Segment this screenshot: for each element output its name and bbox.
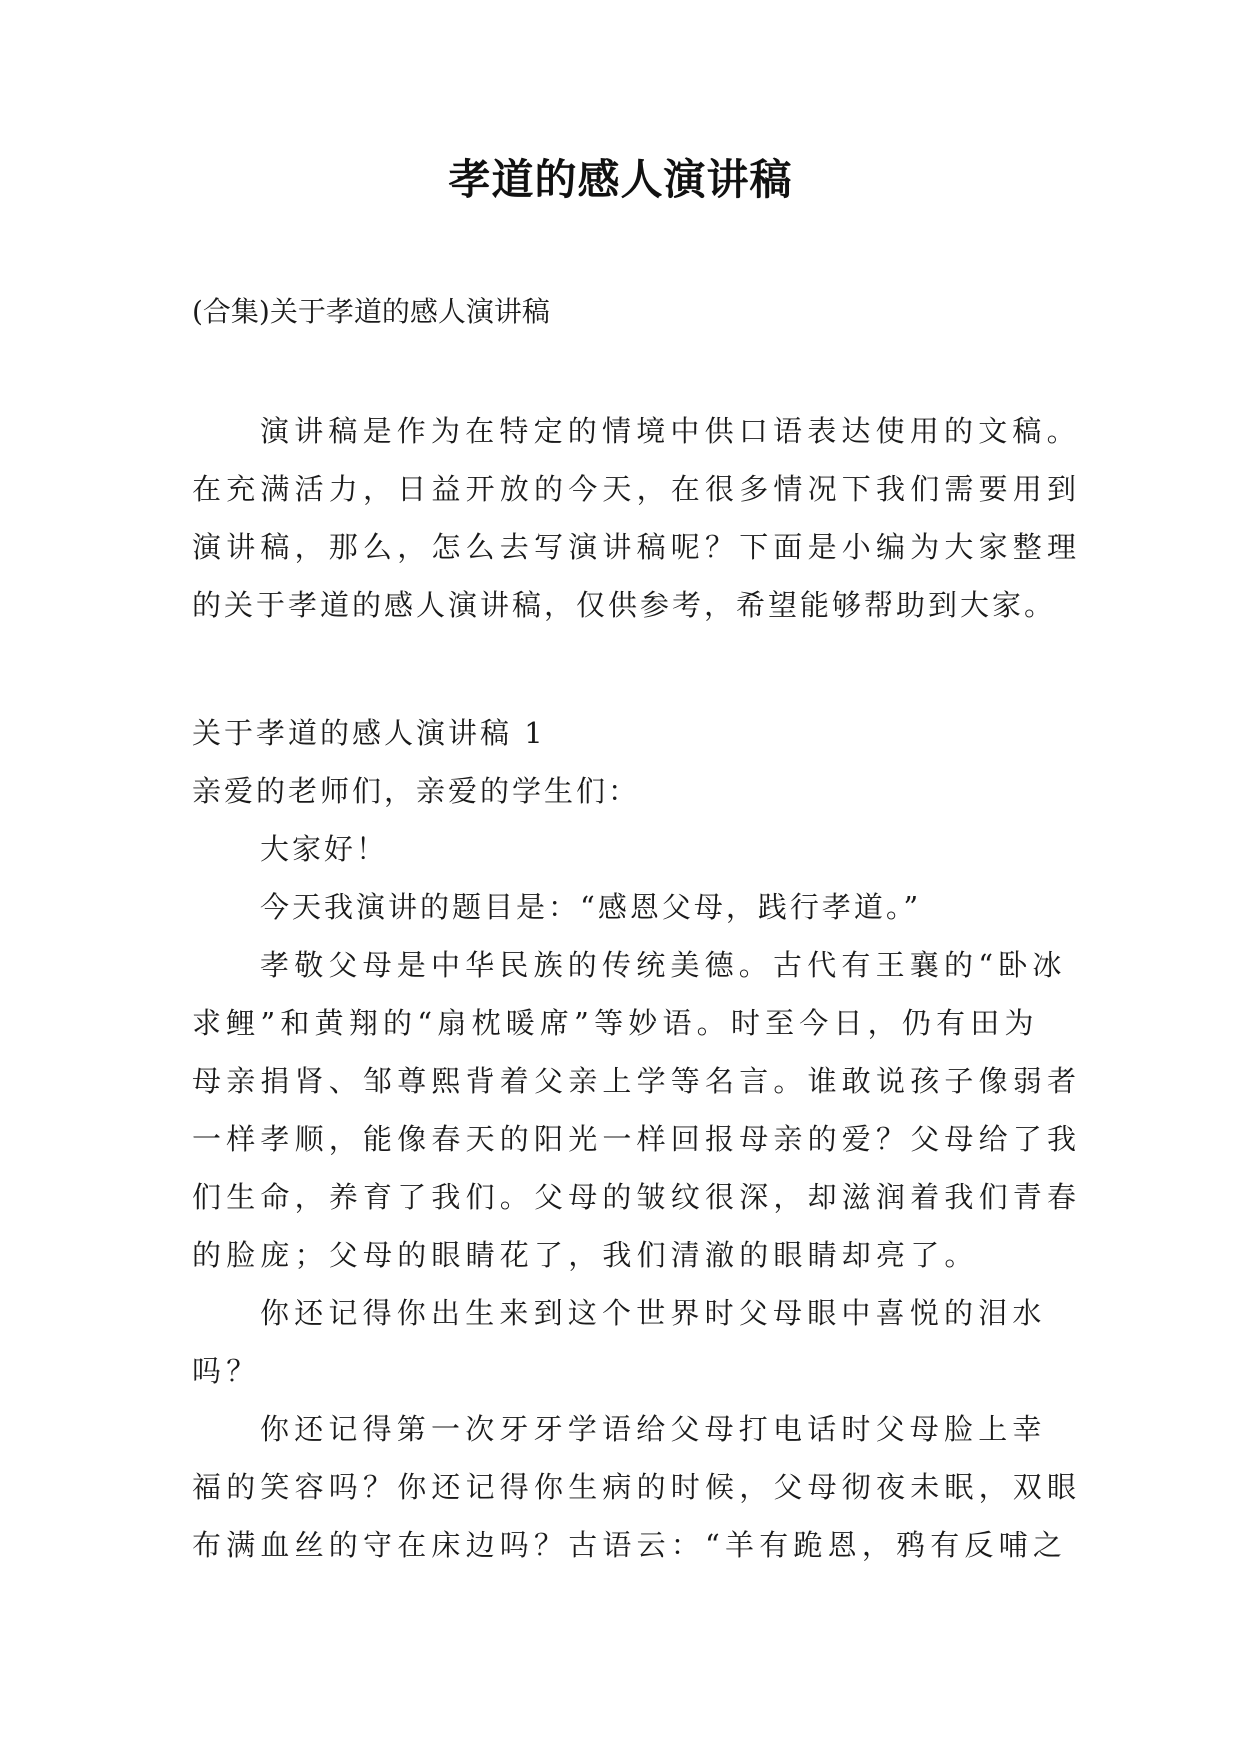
paragraph-line: 吗？: [192, 1354, 261, 1388]
intro-paragraph: [192, 402, 1082, 634]
paragraph-line: 你还记得第一次牙牙学语给父母打电话时父母脸上幸: [260, 1412, 1047, 1446]
paragraph-line: 你还记得你出生来到这个世界时父母眼中喜悦的泪水: [260, 1296, 1047, 1330]
paragraph-1: [192, 936, 1082, 1284]
greeting: 大家好！: [260, 832, 389, 866]
section-heading: 关于孝道的感人演讲稿 1: [192, 716, 546, 750]
paragraph-line: 们生命，养育了我们。父母的皱纹很深，却滋润着我们青春: [192, 1180, 1082, 1214]
salutation: 亲爱的老师们，亲爱的学生们：: [192, 774, 641, 808]
paragraph-line: 福的笑容吗？你还记得你生病的时候，父母彻夜未眠，双眼: [192, 1470, 1082, 1504]
intro-line: 演讲稿，那么，怎么去写演讲稿呢？下面是小编为大家整理: [192, 530, 1082, 564]
paragraph-3: [192, 1400, 1082, 1574]
paragraph-line: 求鲤”和黄翔的“扇枕暖席”等妙语。时至今日，仍有田为: [192, 1006, 1039, 1040]
paragraph-line: 孝敬父母是中华民族的传统美德。古代有王襄的“卧冰: [260, 948, 1067, 982]
speech-topic: 今天我演讲的题目是：“感恩父母，践行孝道。”: [260, 890, 922, 924]
document-subtitle: (合集)关于孝道的感人演讲稿: [192, 295, 550, 328]
document-title: 孝道的感人演讲稿: [448, 155, 793, 204]
paragraph-line: 的脸庞；父母的眼睛花了，我们清澈的眼睛却亮了。: [192, 1238, 979, 1272]
intro-line: 演讲稿是作为在特定的情境中供口语表达使用的文稿。: [260, 414, 1081, 448]
paragraph-line: 布满血丝的守在床边吗？古语云：“羊有跪恩，鸦有反哺之: [192, 1528, 1068, 1562]
paragraph-line: 母亲捐肾、邹尊熙背着父亲上学等名言。谁敢说孩子像弱者: [192, 1064, 1082, 1098]
paragraph-line: 一样孝顺，能像春天的阳光一样回报母亲的爱？父母给了我: [192, 1122, 1082, 1156]
intro-line: 的关于孝道的感人演讲稿，仅供参考，希望能够帮助到大家。: [192, 588, 1057, 622]
intro-line: 在充满活力，日益开放的今天，在很多情况下我们需要用到: [192, 472, 1082, 506]
paragraph-2: [192, 1284, 1062, 1400]
section-1: [192, 704, 1082, 1574]
